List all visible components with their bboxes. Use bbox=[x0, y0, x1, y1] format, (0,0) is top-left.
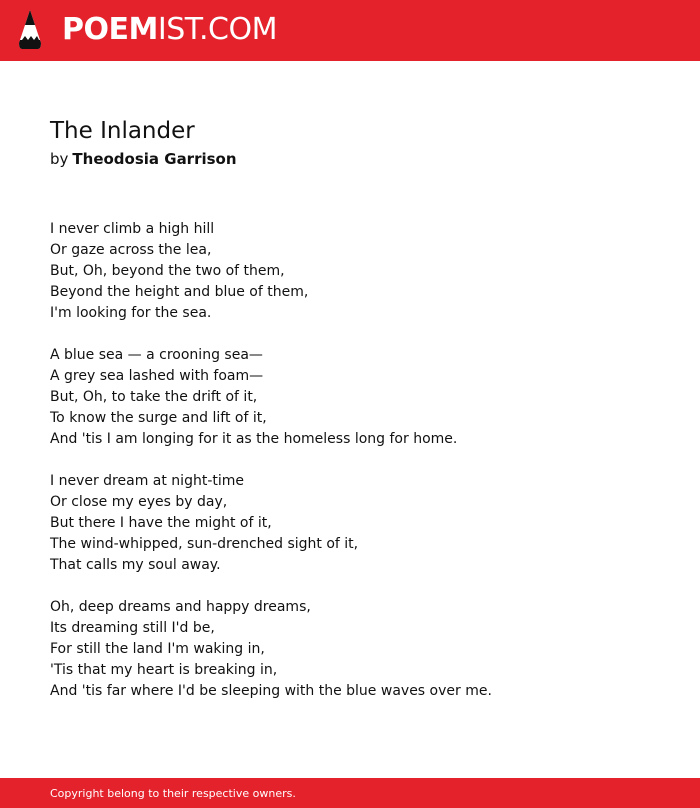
poem-line: For still the land I'm waking in, bbox=[50, 641, 265, 657]
poem-line: But there I have the might of it, bbox=[50, 515, 272, 531]
poem-title: The Inlander bbox=[50, 118, 195, 144]
pencil-tip-icon[interactable] bbox=[18, 9, 42, 51]
poem-line: That calls my soul away. bbox=[50, 557, 221, 573]
poem-line: To know the surge and lift of it, bbox=[50, 410, 267, 426]
poem-body bbox=[50, 219, 670, 702]
poem-line: Oh, deep dreams and happy dreams, bbox=[50, 599, 311, 615]
poem-line: Or gaze across the lea, bbox=[50, 242, 212, 258]
poem-line: But, Oh, to take the drift of it, bbox=[50, 389, 258, 405]
site-footer bbox=[0, 778, 700, 808]
poem-line: Beyond the height and blue of them, bbox=[50, 284, 309, 300]
poem-line: But, Oh, beyond the two of them, bbox=[50, 263, 285, 279]
poem-line: Its dreaming still I'd be, bbox=[50, 620, 215, 636]
poem-line: I never dream at night-time bbox=[50, 473, 244, 489]
stanza-1 bbox=[50, 219, 670, 324]
poem-line: A grey sea lashed with foam— bbox=[50, 368, 264, 384]
site-header bbox=[0, 0, 700, 61]
stanza-2 bbox=[50, 345, 670, 450]
site-logo[interactable] bbox=[62, 12, 277, 48]
poem-line: I never climb a high hill bbox=[50, 221, 215, 237]
stanza-3 bbox=[50, 471, 670, 576]
poem-line: Or close my eyes by day, bbox=[50, 494, 228, 510]
logo-light-text: IST.COM bbox=[157, 12, 277, 47]
poem-author: Theodosia Garrison bbox=[72, 150, 237, 168]
poem-byline bbox=[50, 149, 237, 169]
poem-line: And 'tis I am longing for it as the homeless long for home. bbox=[50, 431, 458, 447]
copyright-notice: Copyright belong to their respective owners. bbox=[50, 787, 296, 800]
poem-line: And 'tis far where I'd be sleeping with the blue waves over me. bbox=[50, 683, 492, 699]
logo-bold-text: POEM bbox=[62, 12, 158, 47]
stanza-4 bbox=[50, 597, 670, 702]
poem-line: I'm looking for the sea. bbox=[50, 305, 212, 321]
by-label: by bbox=[50, 150, 69, 168]
poem-line: 'Tis that my heart is breaking in, bbox=[50, 662, 278, 678]
poem-line: A blue sea — a crooning sea— bbox=[50, 347, 263, 363]
poem-line: The wind-whipped, sun-drenched sight of it, bbox=[50, 536, 359, 552]
